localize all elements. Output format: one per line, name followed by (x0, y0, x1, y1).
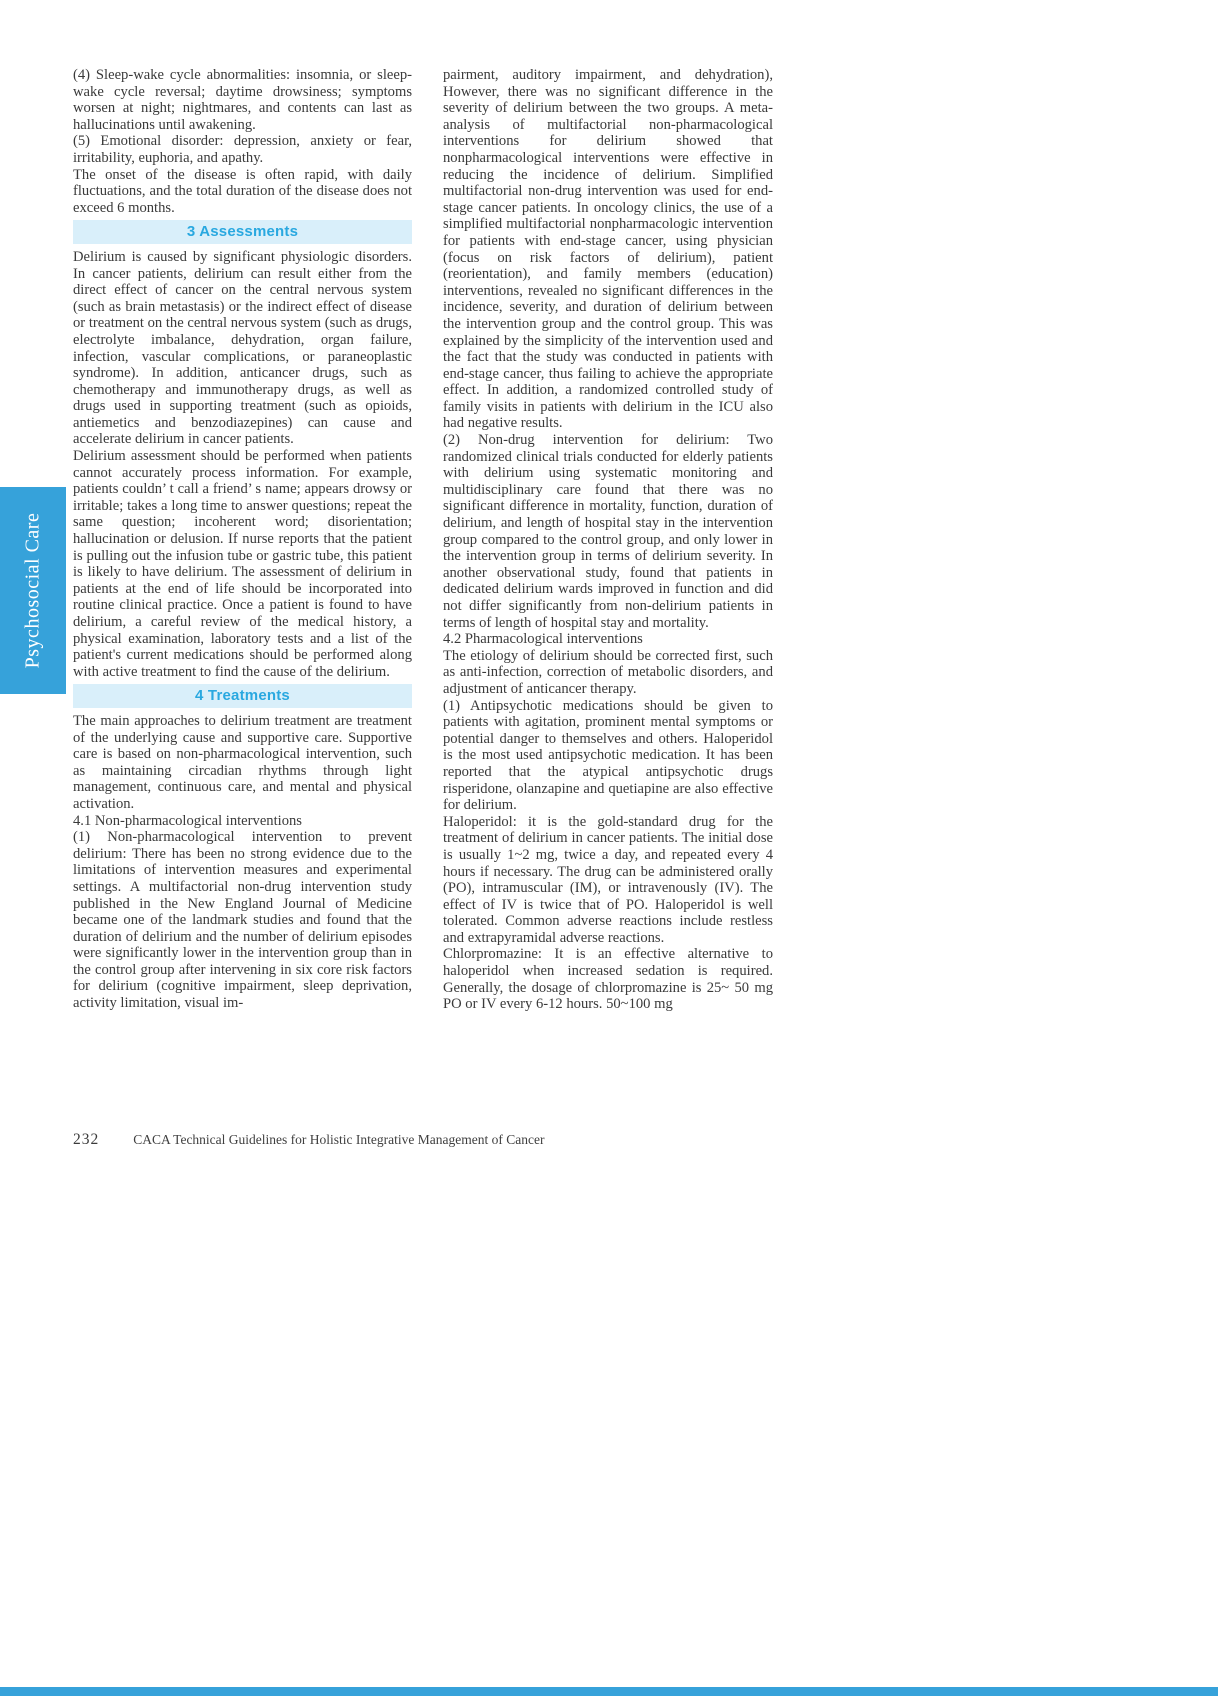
chapter-tab-psychosocial-care (0, 487, 66, 694)
para-etiology: The etiology of delirium should be corrected first, such as anti-infection, correction of metabolic disorders, and adjustment of anticancer therapy. (443, 647, 773, 697)
para-sleep-wake-abnormalities: (4) Sleep-wake cycle abnormalities: insomnia, or sleep-wake cycle reversal; daytime drowsiness; symptoms worsen at night; nightmares, and contents can last as hallucinations until awakening. (73, 67, 412, 133)
right-column (443, 67, 773, 1013)
subhead-non-pharmacological: 4.1 Non-pharmacological interventions (73, 812, 302, 829)
book-title: CACA Technical Guidelines for Holistic Integrative Management of Cancer (133, 1132, 545, 1147)
page-number: 232 (73, 1131, 100, 1148)
bottom-edge-bar (0, 1687, 1218, 1696)
para-main-approaches: The main approaches to delirium treatment are treatment of the underlying cause and supportive care. Supportive care is based on non-pharmacological intervention, such as maintaining circadian rhythms through light management, continuous care, and mental and physical activation. (73, 712, 412, 812)
para-delirium-causes: Delirium is caused by significant physiologic disorders. In cancer patients, delirium can result either from the direct effect of cancer on the central nervous system (such as brain metastasis) or the indirect effect of disease or treatment on the central nervous system (such as drugs, electrolyte imbalance, dehydration, organ failure, infection, vascular complications, or paraneoplastic syndrome). In addition, anticancer drugs, such as chemotherapy and immunotherapy drugs, as well as drugs used in supporting treatment (such as opioids, antiemetics and benzodiazepines) can cause and accelerate delirium in cancer patients. (73, 248, 412, 448)
para-delirium-assessment: Delirium assessment should be performed when patients cannot accurately process information. For example, patients couldn’ t call a friend’ s name; appears drowsy or irritable; takes a long time to answer questions; repeat the same question; incoherent word; disorientation; hallucination or delusion. If nurse reports that the patient is pulling out the infusion tube or gastric tube, this patient is likely to have delirium. The assessment of delirium in patients at the end of life should be incorporated into routine clinical practice. Once a patient is found to have delirium, a careful review of the medical history, a physical examination, laboratory tests and a list of the patient's current medications should be performed along with active treatment to find the cause of the delirium. (73, 448, 412, 680)
para-haloperidol: Haloperidol: it is the gold-standard drug for the treatment of delirium in cancer patients. The initial dose is usually 1~2 mg, twice a day, and repeated every 4 hours if necessary. The drug can be administered orally (PO), intramuscular (IM), or intravenously (IV). The effect of IV is twice that of PO. Haloperidol is well tolerated. Common adverse reactions include restless and extrapyramidal adverse reactions. (443, 813, 773, 946)
para-nondrug-intervention: (2) Non-drug intervention for delirium: Two randomized clinical trials conducted for elderly patients with delirium using systematic monitoring and multidisciplinary care found that there was no significant difference in mortality, function, duration of delirium, and length of hospital stay in the intervention group compared to the control group, and only lower in the intervention group in terms of delirium severity. In another observational study, found that patients in dedicated delirium wards improved in function and did not differ significantly from non-delirium patients in terms of length of hospital stay and mortality. (443, 432, 773, 631)
para-meta-analysis: pairment, auditory impairment, and dehydration), However, there was no significant difference in the severity of delirium between the two groups. A meta-analysis of multifactorial non-pharmacological interventions for delirium showed that nonpharmacological interventions were effective in reducing the incidence of delirium. Simplified multifactorial non-drug intervention was used for end-stage cancer patients. In oncology clinics, the use of a simplified multifactorial nonpharmacologic intervention for patients with end-stage cancer, using physician (focus on risk factors of delirium), patient (reorientation), and family members (education) interventions, revealed no significant differences in the incidence, severity, and duration of delirium between the intervention group and the control group. This was explained by the simplicity of the intervention used and the fact that the study was conducted in patients with end-stage cancer, thus failing to achieve the appropriate effect. In addition, a randomized controlled study of family visits in patients with delirium in the ICU also had negative results. (443, 67, 773, 432)
section-header-assessments: 3 Assessments (73, 220, 412, 244)
para-emotional-disorder: (5) Emotional disorder: depression, anxiety or fear, irritability, euphoria, and apathy. (73, 133, 412, 166)
subhead-pharmacological: 4.2 Pharmacological interventions (443, 631, 643, 648)
para-disease-onset: The onset of the disease is often rapid, with daily fluctuations, and the total duration of the disease does not exceed 6 months. (73, 166, 412, 216)
para-nonpharm-prevention: (1) Non-pharmacological intervention to prevent delirium: There has been no strong evidence due to the limitations of intervention measures and experimental settings. A multifactorial non-drug intervention study published in the New England Journal of Medicine became one of the landmark studies and found that the duration of delirium and the number of delirium episodes were significantly lower in the intervention group than in the control group after intervening in six core risk factors for delirium (cognitive impairment, sleep deprivation, activity limitation, visual im- (73, 829, 412, 1012)
page-footer (73, 1131, 973, 1149)
para-chlorpromazine: Chlorpromazine: It is an effective alternative to haloperidol when increased sedation is required. Generally, the dosage of chlorpromazine is 25~ 50 mg PO or IV every 6-12 hours. 50~100 mg (443, 946, 773, 1013)
section-header-treatments: 4 Treatments (73, 684, 412, 708)
left-column (73, 67, 412, 1012)
chapter-tab-label: Psychosocial Care (21, 512, 44, 669)
para-antipsychotic-medications: (1) Antipsychotic medications should be given to patients with agitation, prominent mental symptoms or potential danger to themselves and others. Haloperidol is the most used antipsychotic medication. It has been reported that the atypical antipsychotic drugs risperidone, olanzapine and quetiapine are also effective for delirium. (443, 697, 773, 814)
